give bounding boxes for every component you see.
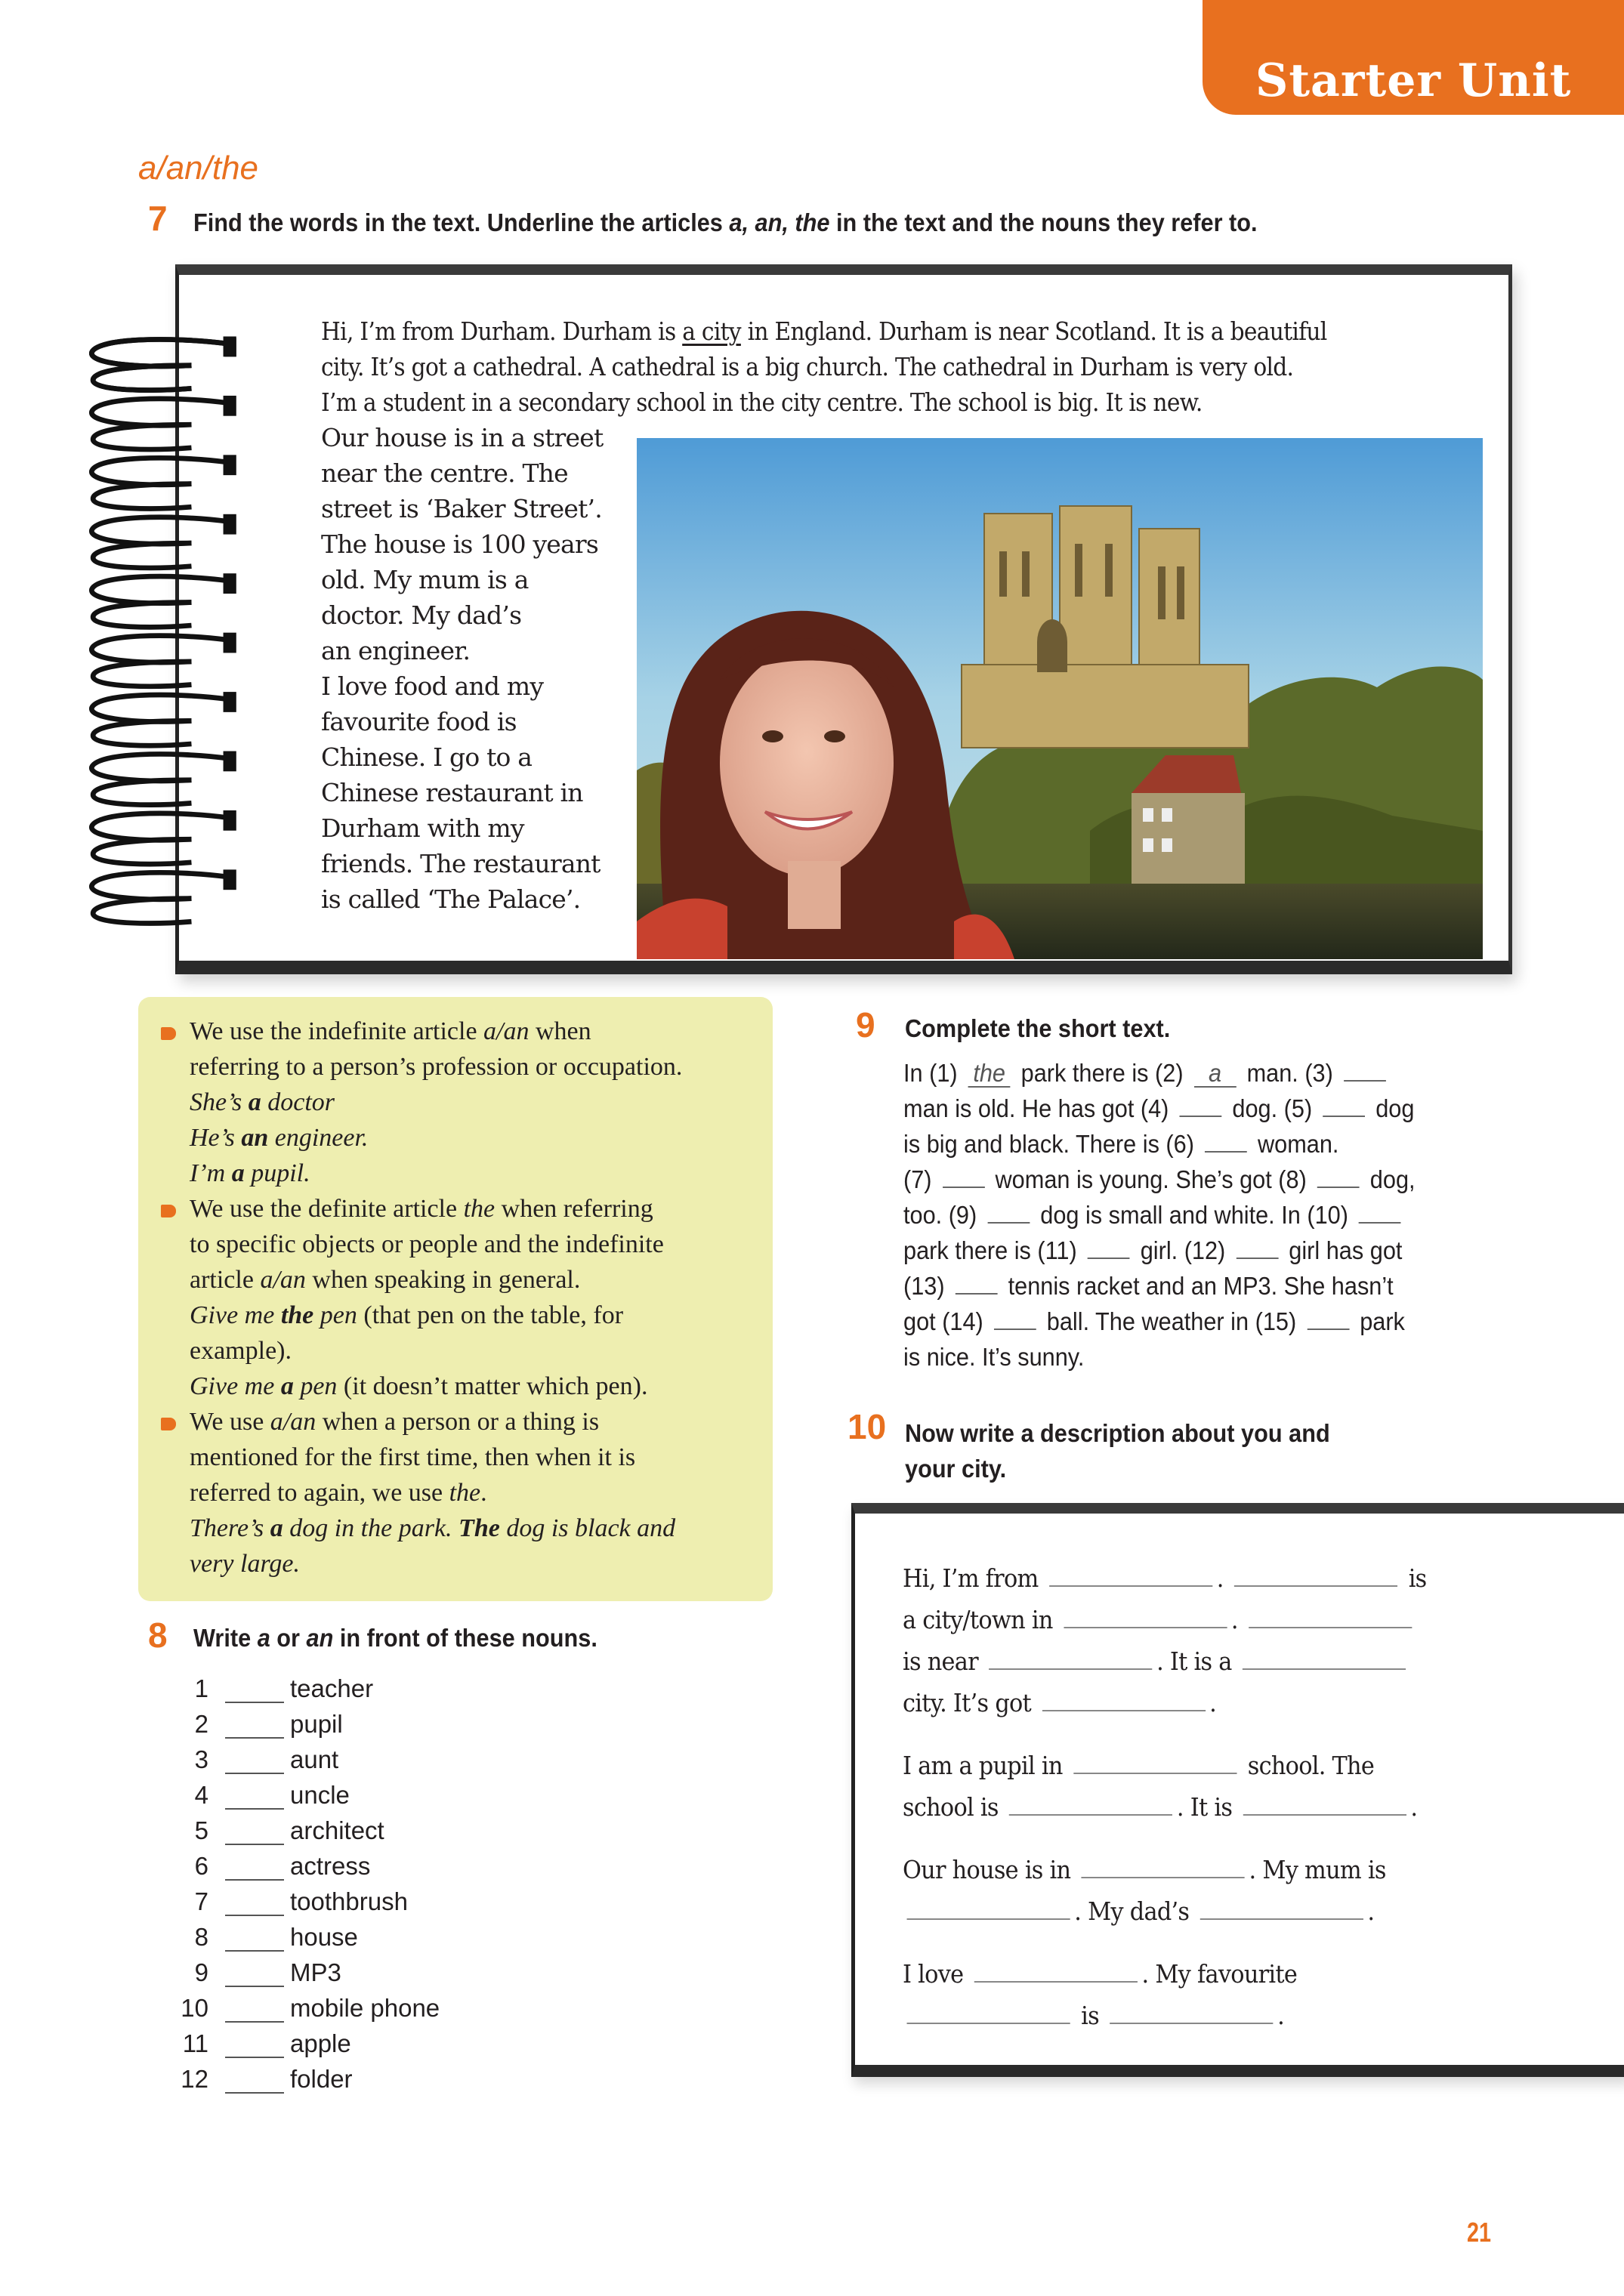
answer-blank[interactable]	[225, 1950, 284, 1952]
item-number: 2	[194, 1710, 208, 1738]
exercise-10-number: 10	[848, 1407, 887, 1446]
text-line: park there is (11) girl. (12) girl has got	[903, 1236, 1403, 1264]
noun-word: pupil	[290, 1710, 343, 1738]
grammar-line: We use the indefinite article a/an when	[190, 1017, 591, 1045]
reading-line: favourite food is	[321, 707, 517, 736]
section-title: a/an/the	[138, 150, 259, 187]
exercise-10-instruction: Now write a description about you and your city.	[905, 1419, 1330, 1483]
short-text-gapfill	[903, 1055, 1493, 1375]
text-line: is nice. It’s sunny.	[903, 1343, 1085, 1371]
text-line: I am a pupil in school. The	[903, 1751, 1375, 1780]
grammar-line: He’s an engineer.	[190, 1124, 369, 1152]
answer-blank[interactable]	[1088, 1258, 1130, 1259]
answer-blank[interactable]	[1205, 1151, 1247, 1153]
item-number: 1	[194, 1674, 208, 1702]
answer-blank[interactable]	[1236, 1258, 1278, 1259]
answer-blank[interactable]	[907, 1918, 1070, 1920]
answer-blank[interactable]	[907, 2023, 1070, 2024]
answer-blank[interactable]	[1049, 1585, 1212, 1587]
item-number: 3	[194, 1745, 208, 1773]
reading-line: Hi, I’m from Durham. Durham is a city in England. Durham is near Scotland. It is a beautiful	[321, 316, 1327, 346]
reading-line: Our house is in a street	[321, 423, 604, 452]
text-line: I love . My favourite	[903, 1959, 1298, 1989]
writing-template	[903, 1557, 1582, 2057]
grammar-line: There’s a dog in the park. The dog is black and	[190, 1514, 676, 1542]
text-line: is big and black. There is (6) woman.	[903, 1130, 1339, 1158]
answer-blank[interactable]	[974, 1981, 1138, 1983]
item-number: 10	[181, 1994, 208, 2022]
text-line: a city/town in .	[903, 1599, 1528, 1640]
writing-paragraph	[903, 1745, 1582, 1828]
exercise-7-instruction	[193, 208, 1258, 237]
example-answer: the	[968, 1060, 1011, 1088]
grammar-line: She’s a doctor	[190, 1088, 335, 1116]
text-line: man is old. He has got (4) dog. (5) dog	[903, 1094, 1415, 1122]
instruction-text: in the text and the nouns they refer to.	[829, 208, 1258, 236]
reading-line: street is ‘Baker Street’.	[321, 494, 602, 523]
text-line: is near . It is a	[903, 1640, 1528, 1682]
answer-blank[interactable]	[956, 1293, 998, 1295]
durham-photo	[637, 438, 1483, 959]
answer-blank[interactable]	[225, 1879, 284, 1881]
reading-text-top	[321, 313, 1469, 420]
item-number: 7	[194, 1887, 208, 1915]
text-line: school is . It is .	[903, 1792, 1418, 1822]
reading-text-left	[321, 420, 623, 917]
answer-blank[interactable]	[225, 1986, 284, 1987]
grammar-line: example).	[190, 1337, 292, 1365]
reading-line: doctor. My dad’s	[321, 600, 522, 630]
item-number: 5	[194, 1816, 208, 1844]
reading-line: is called ‘The Palace’.	[321, 884, 581, 914]
reading-line: friends. The restaurant	[321, 849, 601, 878]
grammar-line: We use a/an when a person or a thing is	[190, 1408, 600, 1436]
item-number: 6	[194, 1852, 208, 1880]
noun-word: toothbrush	[290, 1887, 408, 1915]
answer-blank[interactable]	[225, 2021, 284, 2023]
answer-blank[interactable]	[225, 2092, 284, 2094]
answer-blank[interactable]	[989, 1668, 1152, 1670]
answer-blank[interactable]	[225, 1773, 284, 1774]
grammar-line: Give me a pen (it doesn’t matter which pen).	[190, 1372, 648, 1400]
unit-label: Starter Unit	[1255, 54, 1572, 107]
answer-blank[interactable]	[1073, 1773, 1237, 1774]
exercise-8-instruction: Write a or an in front of these nouns.	[193, 1624, 597, 1652]
noun-word: teacher	[290, 1674, 374, 1702]
text-line: city. It’s got .	[903, 1688, 1217, 1717]
grammar-line: very large.	[190, 1550, 301, 1578]
answer-blank[interactable]	[987, 1222, 1030, 1224]
answer-blank[interactable]	[1082, 1877, 1245, 1878]
answer-blank[interactable]	[1323, 1116, 1365, 1117]
unit-tab	[1203, 0, 1624, 115]
answer-blank[interactable]	[1234, 1585, 1397, 1587]
grammar-line: article a/an when speaking in general.	[190, 1266, 581, 1294]
reading-line: I love food and my	[321, 671, 544, 701]
noun-word: mobile phone	[290, 1994, 440, 2022]
answer-blank[interactable]	[1243, 1814, 1406, 1816]
answer-blank[interactable]	[994, 1329, 1036, 1330]
spiral-binding-icon	[83, 317, 249, 937]
reading-line: old. My mum is a	[321, 565, 529, 594]
grammar-line: We use the definite article the when referring	[190, 1195, 653, 1223]
grammar-line: referring to a person’s profession or occupation.	[190, 1053, 683, 1081]
writing-paragraph	[903, 1849, 1582, 1932]
noun-word: aunt	[290, 1745, 339, 1773]
answer-blank[interactable]	[1344, 1080, 1386, 1082]
instruction-articles: a, an, the	[729, 208, 830, 236]
item-number: 11	[182, 2029, 208, 2057]
answer-blank[interactable]	[1200, 1918, 1363, 1920]
example-answer: a	[1194, 1060, 1237, 1088]
item-number: 8	[194, 1923, 208, 1951]
answer-blank[interactable]	[1243, 1668, 1406, 1670]
exercise-9-instruction: Complete the short text.	[905, 1014, 1171, 1042]
exercise-8-number: 8	[148, 1616, 168, 1655]
answer-blank[interactable]	[225, 1737, 284, 1739]
reading-line: an engineer.	[321, 636, 471, 665]
bullet-icon	[161, 1027, 176, 1040]
text-line: . My dad’s .	[903, 1890, 1528, 1932]
item-number: 4	[194, 1781, 208, 1809]
bullet-icon	[161, 1418, 176, 1430]
text-line: (7) woman is young. She’s got (8) dog,	[903, 1165, 1416, 1193]
text-line: got (14) ball. The weather in (15) park	[903, 1307, 1405, 1335]
noun-word: architect	[290, 1816, 384, 1844]
text-line: Hi, I’m from . is	[903, 1563, 1427, 1593]
reading-line: I’m a student in a secondary school in the city centre. The school is big. It is new.	[321, 387, 1203, 417]
reading-line: The house is 100 years	[321, 529, 599, 559]
answer-blank[interactable]	[225, 2057, 284, 2058]
exercise-7-number: 7	[148, 199, 168, 238]
noun-word: folder	[290, 2065, 353, 2093]
answer-blank[interactable]	[1317, 1187, 1360, 1188]
noun-word: actress	[290, 1852, 371, 1880]
underlined-example: a city	[682, 316, 741, 346]
reading-line: Chinese restaurant in	[321, 778, 583, 807]
answer-blank[interactable]	[225, 1915, 284, 1916]
grammar-line: mentioned for the first time, then when it is	[190, 1443, 636, 1471]
reading-line: Durham with my	[321, 813, 524, 843]
answer-blank[interactable]	[1180, 1116, 1222, 1117]
photo-illustration	[637, 438, 1483, 959]
item-number: 12	[181, 2065, 208, 2093]
answer-blank[interactable]	[1042, 1710, 1205, 1711]
grammar-line: Give me the pen (that pen on the table, for	[190, 1301, 624, 1329]
text-line: is .	[903, 1995, 1528, 2036]
exercise-9-number: 9	[856, 1005, 875, 1045]
answer-blank[interactable]	[1307, 1329, 1349, 1330]
answer-blank[interactable]	[943, 1187, 985, 1188]
item-number: 9	[194, 1958, 208, 1986]
page-number: 21	[1467, 2217, 1492, 2248]
grammar-rules-box	[138, 997, 773, 1601]
grammar-line: referred to again, we use the.	[190, 1479, 487, 1507]
noun-word: apple	[290, 2029, 351, 2057]
bullet-icon	[161, 1205, 176, 1217]
answer-blank[interactable]	[1359, 1222, 1401, 1224]
answer-blank[interactable]	[1009, 1814, 1172, 1816]
grammar-rules-text	[190, 1014, 764, 1582]
answer-blank[interactable]	[1064, 1627, 1227, 1628]
text-line: (13) tennis racket and an MP3. She hasn’t	[903, 1272, 1394, 1300]
noun-word: MP3	[290, 1958, 341, 1986]
answer-blank[interactable]	[225, 1702, 284, 1703]
text-line: too. (9) dog is small and white. In (10)	[903, 1197, 1451, 1233]
answer-blank[interactable]	[225, 1808, 284, 1810]
writing-paragraph	[903, 1557, 1582, 1724]
grammar-line: to specific objects or people and the indefinite	[190, 1230, 664, 1258]
answer-blank[interactable]	[225, 1844, 284, 1845]
noun-word: house	[290, 1923, 358, 1951]
instruction-text: Find the words in the text. Underline the articles	[193, 208, 730, 236]
reading-line: city. It’s got a cathedral. A cathedral is a big church. The cathedral in Durham is very old.	[321, 352, 1294, 381]
text-line: In (1) the park there is (2) a man. (3)	[903, 1055, 1451, 1091]
noun-word: uncle	[290, 1781, 350, 1809]
answer-blank[interactable]	[1110, 2023, 1273, 2024]
answer-blank[interactable]	[1249, 1627, 1412, 1628]
reading-line: near the centre. The	[321, 458, 568, 488]
text-line: Our house is in . My mum is	[903, 1855, 1386, 1884]
grammar-line: I’m a pupil.	[190, 1159, 310, 1187]
writing-paragraph	[903, 1953, 1582, 2036]
reading-line: Chinese. I go to a	[321, 742, 533, 772]
